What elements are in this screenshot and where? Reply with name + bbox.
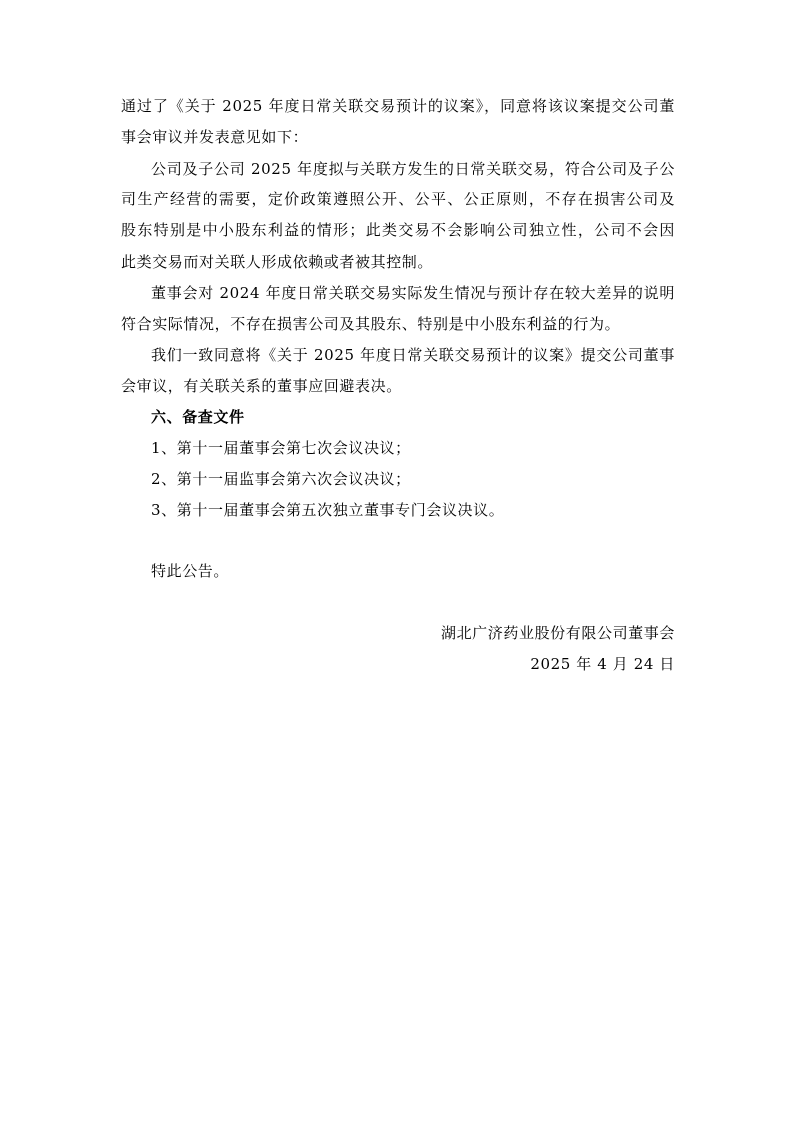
paragraph-4-line-2: 会审议，有关联关系的董事应回避表决。: [121, 377, 402, 395]
paragraph-2-line-4: 此类交易而对关联人形成依赖或者被其控制。: [121, 253, 434, 271]
reference-item-1: 1、第十一届董事会第七次会议决议；: [151, 439, 411, 457]
paragraph-1-line-1: 通过了《关于 2025 年度日常关联交易预计的议案》，同意将该议案提交公司董: [121, 97, 675, 115]
paragraph-3-line-2: 符合实际情况，不存在损害公司及其股东、特别是中小股东利益的行为。: [121, 315, 621, 333]
section-heading: 六、备查文件: [151, 408, 245, 426]
paragraph-2-line-2: 司生产经营的需要，定价政策遵照公开、公平、公正原则，不存在损害公司及: [121, 190, 675, 208]
signature-date: 2025 年 4 月 24 日: [530, 655, 675, 673]
paragraph-2-line-1: 公司及子公司 2025 年度拟与关联方发生的日常关联交易，符合公司及子公: [151, 160, 675, 178]
paragraph-4-line-1: 我们一致同意将《关于 2025 年度日常关联交易预计的议案》提交公司董事: [151, 346, 675, 364]
reference-item-3: 3、第十一届董事会第五次独立董事专门会议决议。: [151, 501, 505, 519]
closing-notice: 特此公告。: [151, 562, 230, 580]
paragraph-3-line-1: 董事会对 2024 年度日常关联交易实际发生情况与预计存在较大差异的说明: [151, 284, 675, 302]
paragraph-1-line-2: 事会审议并发表意见如下：: [121, 128, 309, 146]
paragraph-2-line-3: 股东特别是中小股东利益的情形；此类交易不会影响公司独立性，公司不会因: [121, 221, 675, 239]
reference-item-2: 2、第十一届监事会第六次会议决议；: [151, 470, 411, 488]
signatory: 湖北广济药业股份有限公司董事会: [440, 624, 675, 642]
